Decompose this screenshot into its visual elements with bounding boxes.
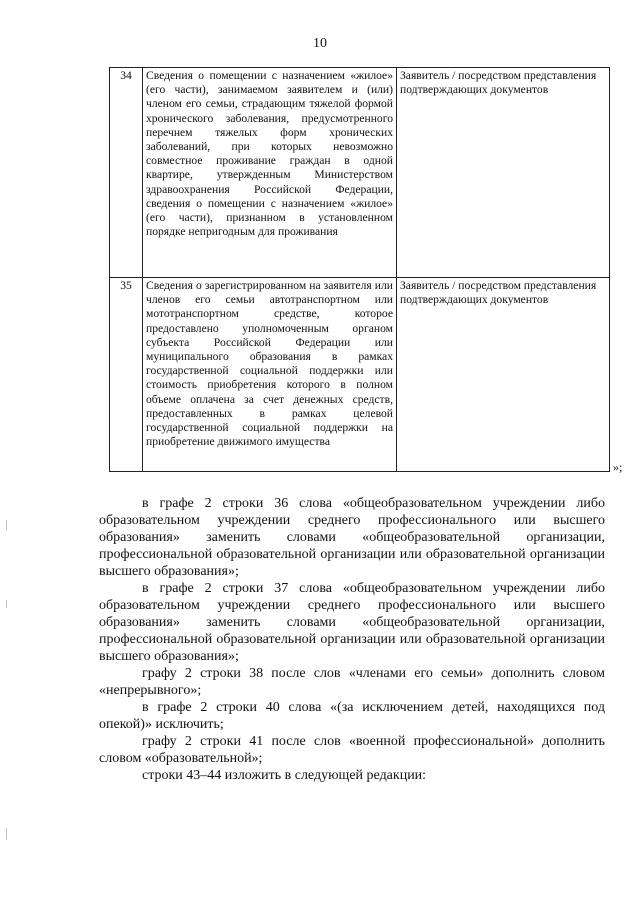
requirements-table (109, 67, 610, 472)
row-number: 35 (110, 278, 143, 472)
row-description: Сведения о помещении с назначением «жилое» (его части), занимаемом заявителем и (или) членом его семьи, страдающим тяжелой формой хронического заболевания, предусмотренного перечнем тяжелых форм хронических заболеваний, при которых невозможно совместное проживание граждан в одной квартире, утвержденным Министерством здравоохранения Российской Федерации, сведения о помещении с назначением «жилое» (его части), признанном в установленном порядке непригодным для проживания (143, 68, 397, 278)
page-number: 10 (313, 36, 327, 51)
scan-artifact (6, 828, 7, 840)
amendment-paragraph: графу 2 строки 38 после слов «членами его семьи» дополнить словом «непрерывного»; (99, 666, 605, 698)
amendment-paragraph: строки 43–44 изложить в следующей редакции: (142, 768, 427, 783)
amendment-paragraph: в графе 2 строки 36 слова «общеобразовательном учреждении либо образовательном учреждении среднего профессионального или высшего образования» заменить словами «общеобразовательной организации, профессиональной образовательной организации или образовательной организации высшего образования»; (99, 496, 605, 579)
row-number: 34 (110, 68, 143, 278)
amendment-paragraph: в графе 2 строки 40 слова «(за исключением детей, находящихся под опекой)» исключить; (99, 700, 605, 732)
scan-artifact (6, 520, 7, 530)
row-description: Сведения о зарегистрированном на заявителя или членов его семьи автотранспортном или мототранспортном средстве, которое предоставлено уполномоченным органом субъекта Российской Федерации или муниципального образования в рамках государственной социальной поддержки или стоимость приобретения которого в полном объеме оплачена за счет денежных средств, предоставленных в рамках целевой государственной социальной поддержки на приобретение движимого имущества (143, 278, 397, 472)
amendment-paragraph: графу 2 строки 41 после слов «военной профессиональной» дополнить словом «образовательной»; (99, 734, 605, 766)
table-closing-mark: »; (613, 460, 623, 474)
scan-artifact (6, 600, 7, 608)
amendment-paragraph: в графе 2 строки 37 слова «общеобразовательном учреждении либо образовательном учреждении среднего профессионального или высшего образования» заменить словами «общеобразовательной организации, профессиональной образовательной организации или образовательной организации высшего образования»; (99, 581, 605, 664)
row-source: Заявитель / посредством представления подтверждающих документов (397, 68, 610, 278)
table-row (110, 68, 610, 278)
row-source: Заявитель / посредством представления подтверждающих документов (397, 278, 610, 472)
table-row (110, 278, 610, 472)
amendment-text (99, 495, 605, 784)
